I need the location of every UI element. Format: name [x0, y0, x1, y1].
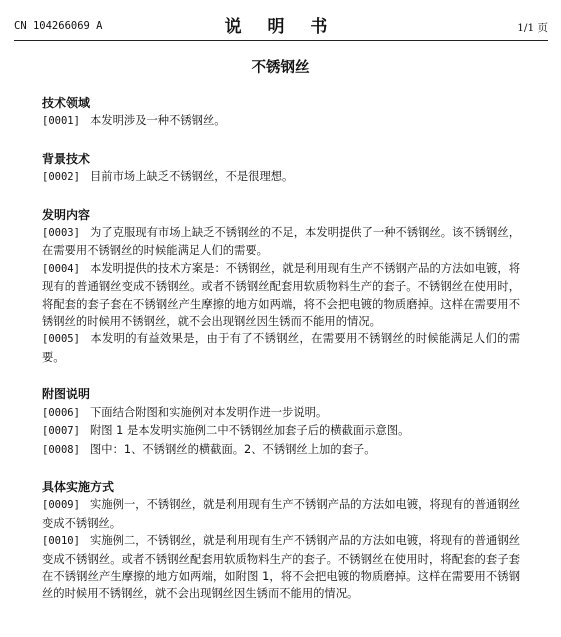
paragraph-text: 实施例一，不锈钢丝，就是利用现有生产不锈钢产品的方法如电镀，将现有的普通钢丝变成不锈钢丝。 — [42, 498, 520, 530]
paragraph-number: [0008] — [42, 443, 80, 456]
paragraph-number: [0002] — [42, 171, 80, 184]
paragraph-text: 图中：1、不锈钢丝的横截面。2、不锈钢丝上加的套子。 — [90, 442, 376, 456]
document-title: 不锈钢丝 — [251, 60, 310, 76]
page-header — [14, 10, 548, 38]
paragraph-text: 本发明涉及一种不锈钢丝。 — [90, 114, 226, 128]
paragraph — [42, 532, 520, 603]
document-body — [42, 95, 520, 603]
paragraph-number: [0001] — [42, 115, 80, 128]
section-background — [42, 151, 520, 187]
section-heading: 背景技术 — [42, 151, 91, 166]
paragraph-text: 下面结合附图和实施例对本发明作进一步说明。 — [90, 405, 328, 419]
section-technical-field — [42, 95, 520, 131]
paragraph — [42, 168, 520, 186]
paragraph-text: 附图 1 是本发明实施例二中不锈钢丝加套子后的横截面示意图。 — [90, 424, 410, 438]
page-indicator: 1/1 页 — [517, 22, 548, 34]
paragraph-text: 为了克服现有市场上缺乏不锈钢丝的不足，本发明提供了一种不锈钢丝。该不锈钢丝，在需要用不锈钢丝的时候能满足人们的需要。 — [42, 226, 520, 258]
paragraph-number: [0010] — [42, 535, 80, 548]
paragraph-text: 本发明提供的技术方案是：不锈钢丝，就是利用现有生产不锈钢产品的方法如电镀，将现有的普通钢丝变成不锈钢丝。或者不锈钢丝配套用软质物料生产的套子。不锈钢丝在使用时，将配套的套子套在不锈钢丝产生摩擦的地方如两端，将不会把电镀的物质磨掉。这样在需要用不锈钢丝的时候用不锈钢丝，就不会出现钢丝因生锈而不能用的情况。 — [42, 261, 520, 329]
paragraph — [42, 260, 520, 331]
paragraph — [42, 422, 520, 440]
paragraph-text: 实施例二，不锈钢丝，就是利用现有生产不锈钢产品的方法如电镀，将现有的普通钢丝变成不锈钢丝。或者不锈钢丝配套用软质物料生产的套子。不锈钢丝在使用时，将配套的套子套在不锈钢丝产生摩擦的地方如两端，如附图 1，将不会把电镀的物质磨掉。这样在需要用不锈钢丝的时候用不锈钢丝，就不会出现钢丝因生锈而不能用的情况。 — [42, 534, 520, 601]
section-summary — [42, 207, 520, 367]
paragraph-text: 本发明的有益效果是，由于有了不锈钢丝，在需要用不锈钢丝的时候能满足人们的需要。 — [42, 332, 520, 364]
header-rule — [14, 40, 548, 41]
section-embodiments — [42, 479, 520, 603]
section-heading: 发明内容 — [42, 207, 91, 222]
paragraph — [42, 112, 520, 130]
paragraph-number: [0006] — [42, 406, 80, 419]
paragraph-text: 目前市场上缺乏不锈钢丝，不是很理想。 — [90, 170, 294, 184]
section-heading: 技术领域 — [42, 96, 91, 110]
paragraph — [42, 496, 520, 532]
publication-number: CN 104266069 A — [14, 20, 103, 32]
paragraph — [42, 224, 520, 260]
section-heading: 附图说明 — [42, 387, 91, 402]
section-heading: 具体实施方式 — [42, 479, 115, 494]
paragraph — [42, 404, 520, 422]
section-drawings — [42, 386, 520, 459]
paragraph-number: [0005] — [42, 333, 80, 346]
paragraph — [42, 330, 520, 366]
paragraph-number: [0009] — [42, 499, 80, 512]
paragraph-number: [0007] — [42, 425, 80, 438]
paragraph — [42, 441, 520, 459]
paragraph-number: [0004] — [42, 262, 80, 275]
document-type: 说 明 书 — [224, 17, 338, 37]
paragraph-number: [0003] — [42, 227, 80, 240]
